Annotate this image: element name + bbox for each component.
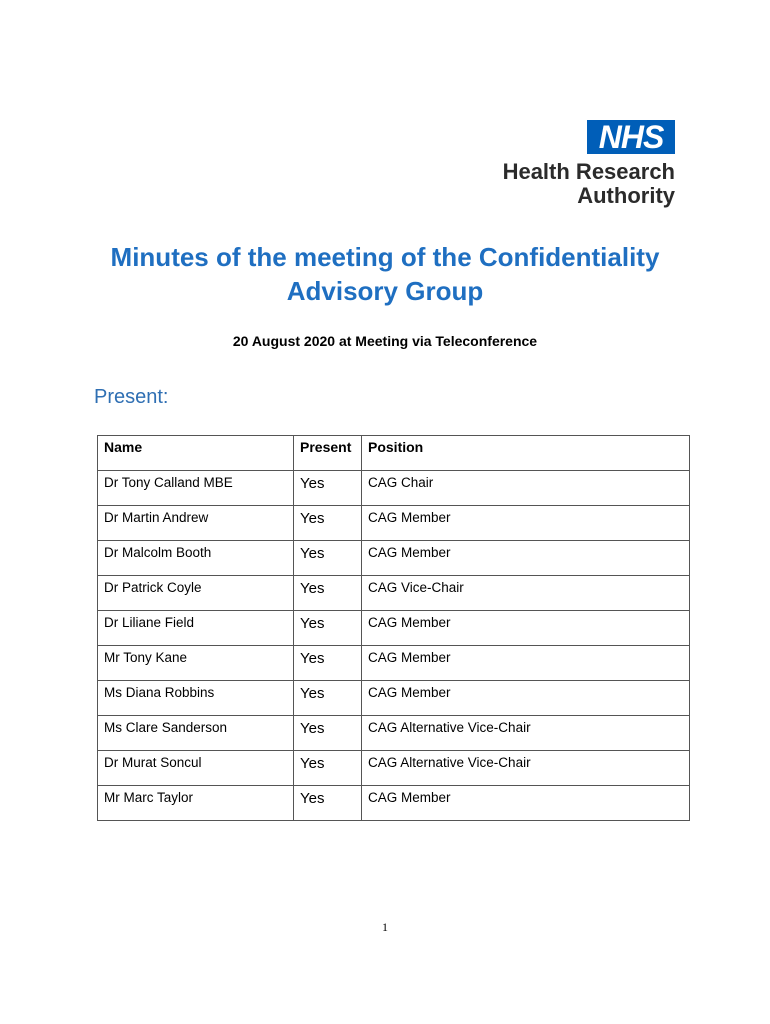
cell-present: Yes (294, 541, 362, 576)
cell-name: Dr Murat Soncul (98, 751, 294, 786)
table-row (98, 576, 690, 611)
cell-name: Dr Liliane Field (98, 611, 294, 646)
cell-position: CAG Alternative Vice-Chair (362, 716, 690, 751)
table-row (98, 611, 690, 646)
cell-present: Yes (294, 576, 362, 611)
cell-present: Yes (294, 786, 362, 821)
cell-name: Dr Martin Andrew (98, 506, 294, 541)
nhs-logo-badge: NHS (587, 120, 675, 154)
cell-position: CAG Chair (362, 471, 690, 506)
cell-present: Yes (294, 471, 362, 506)
logo-org-line-2: Authority (577, 183, 675, 208)
cell-name: Dr Tony Calland MBE (98, 471, 294, 506)
table-row (98, 681, 690, 716)
cell-position: CAG Member (362, 646, 690, 681)
table-row (98, 716, 690, 751)
attendance-table (97, 435, 690, 821)
section-heading-present: Present: (94, 386, 169, 408)
cell-position: CAG Alternative Vice-Chair (362, 751, 690, 786)
column-header-present: Present (294, 436, 362, 471)
cell-present: Yes (294, 716, 362, 751)
cell-name: Dr Malcolm Booth (98, 541, 294, 576)
cell-position: CAG Member (362, 681, 690, 716)
table-row (98, 541, 690, 576)
cell-position: CAG Member (362, 541, 690, 576)
cell-present: Yes (294, 646, 362, 681)
table-row (98, 471, 690, 506)
page-title: Minutes of the meeting of the Confidentiality Advisory Group (110, 242, 660, 306)
hra-logo (485, 120, 675, 208)
column-header-position: Position (362, 436, 690, 471)
meeting-date-subtitle: 20 August 2020 at Meeting via Teleconference (232, 333, 538, 349)
logo-org-line-1: Health Research (502, 159, 675, 184)
table-row (98, 506, 690, 541)
table-row (98, 646, 690, 681)
cell-name: Ms Clare Sanderson (98, 716, 294, 751)
cell-position: CAG Vice-Chair (362, 576, 690, 611)
cell-position: CAG Member (362, 506, 690, 541)
cell-position: CAG Member (362, 611, 690, 646)
table-row (98, 786, 690, 821)
cell-name: Dr Patrick Coyle (98, 576, 294, 611)
cell-name: Mr Marc Taylor (98, 786, 294, 821)
page-number: 1 (382, 920, 388, 934)
cell-position: CAG Member (362, 786, 690, 821)
cell-present: Yes (294, 611, 362, 646)
cell-present: Yes (294, 751, 362, 786)
cell-name: Ms Diana Robbins (98, 681, 294, 716)
cell-present: Yes (294, 681, 362, 716)
cell-name: Mr Tony Kane (98, 646, 294, 681)
table-row (98, 751, 690, 786)
column-header-name: Name (98, 436, 294, 471)
table-header-row (98, 436, 690, 471)
cell-present: Yes (294, 506, 362, 541)
